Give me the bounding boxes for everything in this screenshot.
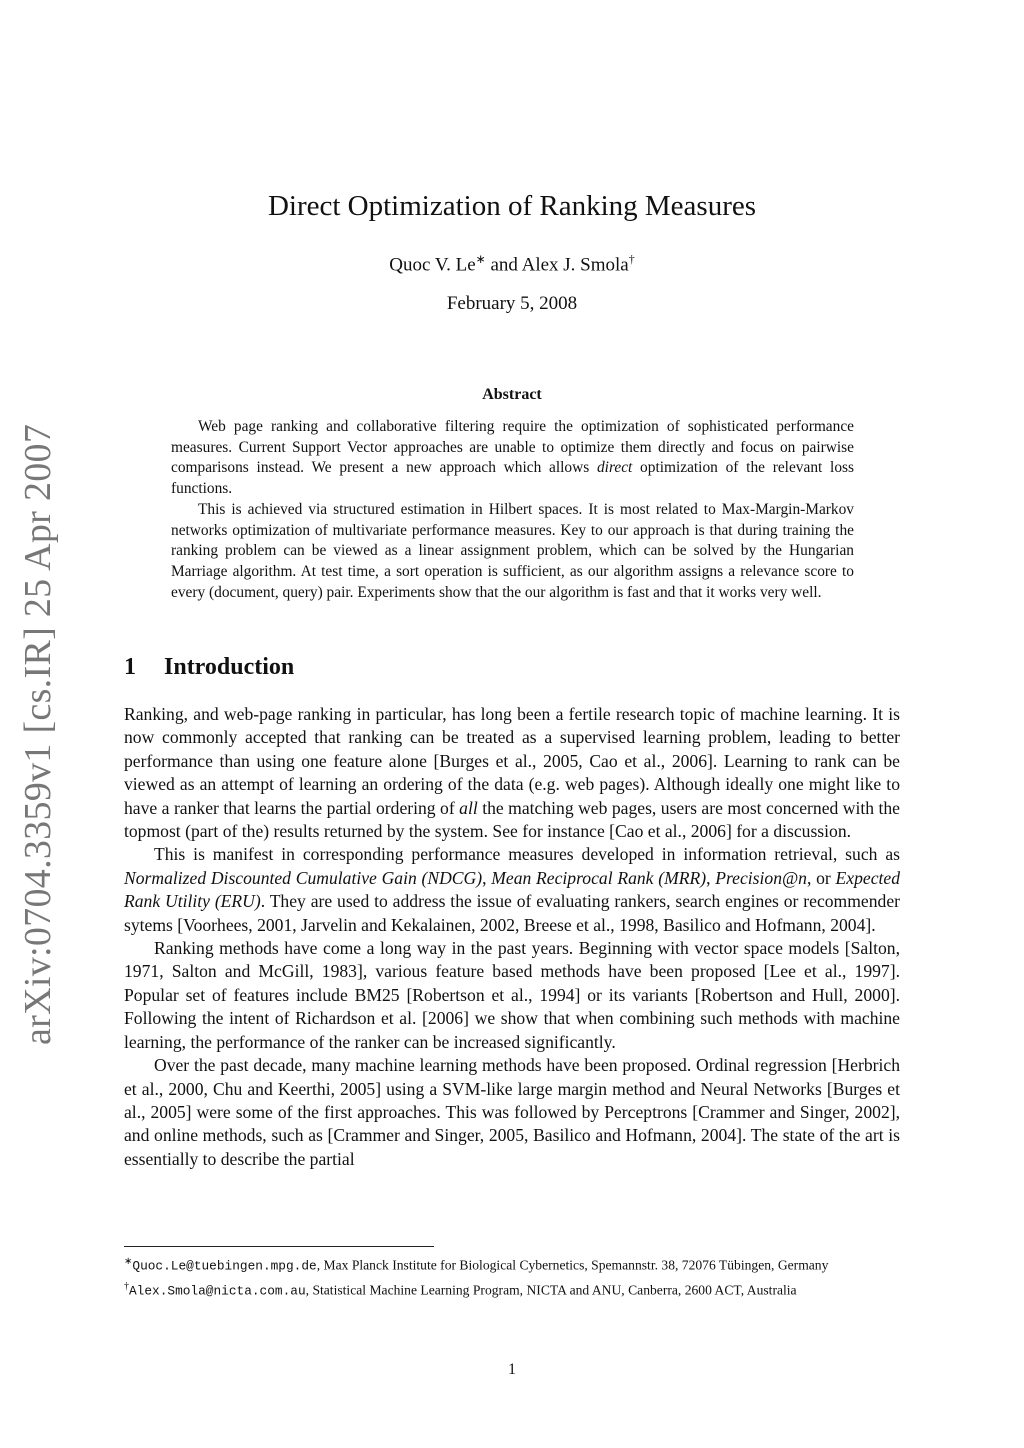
paper-date: February 5, 2008 xyxy=(446,293,578,314)
abstract-p1-text-b: optimization of the relevant loss functions. xyxy=(171,459,854,498)
body-p2-sep-3: , or xyxy=(806,867,836,888)
page-number: 1 xyxy=(508,1361,516,1378)
arxiv-stamp: arXiv:0704.3359v1 [cs.IR] 25 Apr 2007 xyxy=(17,423,59,1045)
body-p1-emphasis: all xyxy=(459,797,478,818)
authors-and: and xyxy=(485,254,522,276)
body-p2-sep-2: , xyxy=(706,867,716,888)
footnote-1-email-link[interactable]: Quoc.Le@tuebingen.mpg.de xyxy=(132,1258,317,1274)
section-title: Introduction xyxy=(164,654,295,680)
paper-title: Direct Optimization of Ranking Measures xyxy=(267,190,757,222)
abstract-paragraph-2: This is achieved via structured estimation in Hilbert spaces. It is most related to Max-Margin-Markov networks optimization of multivariate performance measures. Key to our approach is that during training the ranking problem can be viewed as a linear assignment problem, which can be solved by the Hungarian Marriage algorithm. At test time, a sort operation is sufficient, as our algorithm assigns a relevance score to every (document, query) pair. Experiments show that the our algorithm is fast and that it works very well. xyxy=(171,500,854,601)
abstract-heading: Abstract xyxy=(482,386,542,403)
abstract-p1-text-a: Web page ranking and collaborative filtering require the optimization of sophisticated performance measures. Current Support Vector approaches are unable to optimize them directly and focus on pairwise comparisons instead. We present a new approach which allows xyxy=(171,418,854,477)
body-paragraph-3: Ranking methods have come a long way in the past years. Beginning with vector space models [Salton, 1971, Salton and McGill, 1983], various feature based methods have been proposed [Lee et al., 1997]. Popular set of features include BM25 [Robertson et al., 1994] or its variants [Robertson and Hull, 2000]. Following the intent of Richardson et al. [2006] we show that when combining such methods with machine learning, the performance of the ranker can be increased significantly. xyxy=(124,938,900,1052)
author-le: Quoc V. Le xyxy=(389,254,476,276)
footnote-2 xyxy=(124,1277,900,1301)
abstract xyxy=(171,417,854,603)
footnote-2-email-link[interactable]: Alex.Smola@nicta.com.au xyxy=(129,1283,306,1299)
body-p2-emphasis-eru: Expected Rank Utility (ERU) xyxy=(124,867,900,912)
body-p2-sep-1: , xyxy=(482,867,492,888)
footnote-rule xyxy=(124,1246,434,1247)
section-number: 1 xyxy=(124,654,136,680)
body-p1-text-a: Ranking, and web-page ranking in particular, has long been a fertile research topic of machine learning. It is now commonly accepted that ranking can be treated as a supervised learning problem, leading to better performance than using one feature alone [Burges et al., 2005, Cao et al., 2006]. Learning to rank can be viewed as an attempt of learning an ordering of the data (e.g. web pages). Although ideally one might like to have a ranker that learns the partial ordering of xyxy=(124,704,900,818)
body-p2-emphasis-mrr: Mean Reciprocal Rank (MRR) xyxy=(491,867,707,888)
body-p1-text-b: the matching web pages, users are most concerned with the topmost (part of the) results returned by the system. See for instance [Cao et al., 2006] for a discussion. xyxy=(124,797,900,842)
body-p2-emphasis-ndcg: Normalized Discounted Cumulative Gain (NDCG) xyxy=(124,867,483,888)
footnote-2-text: , Statistical Machine Learning Program, NICTA and ANU, Canberra, 2600 ACT, Australia xyxy=(305,1282,797,1298)
abstract-paragraph-1 xyxy=(171,417,854,500)
body-paragraph-4: Over the past decade, many machine learning methods have been proposed. Ordinal regression [Herbrich et al., 2000, Chu and Keerthi, 2005] using a SVM-like large margin method and Neural Networks [Burges et al., 2005] were some of the first approaches. This was followed by Perceptrons [Crammer and Singer, 2002], and online methods, such as [Crammer and Singer, 2005, Basilico and Hofmann, 2004]. The state of the art is essentially to describe the partial xyxy=(124,1055,900,1169)
body-text xyxy=(124,703,900,1171)
footnote-1-mark: ∗ xyxy=(124,1256,133,1267)
authors xyxy=(0,252,1024,276)
footnote-2-mark: † xyxy=(124,1280,129,1292)
author-smola-footnote-mark: † xyxy=(628,252,635,266)
body-p2-emphasis-precision: Precision@n xyxy=(715,867,807,888)
footnotes xyxy=(124,1252,900,1301)
section-heading xyxy=(124,654,294,681)
abstract-p1-emphasis: direct xyxy=(596,459,633,477)
author-smola: Alex J. Smola xyxy=(521,254,629,276)
author-le-footnote-mark: ∗ xyxy=(475,252,486,266)
footnote-1-text: , Max Planck Institute for Biological Cybernetics, Spemannstr. 38, 72076 Tübingen, Germany xyxy=(316,1257,829,1273)
body-paragraph-2 xyxy=(124,843,900,937)
body-p2-text-b: . They are used to address the issue of evaluating rankers, search engines or recommender sytems [Voorhees, 2001, Jarvelin and Kekalainen, 2002, Breese et al., 1998, Basilico and Hofmann, 2004]. xyxy=(124,891,900,935)
body-paragraph-1 xyxy=(124,703,900,843)
body-p2-text-a: This is manifest in corresponding performance measures developed in information retrieval, such as xyxy=(154,844,900,865)
footnote-1 xyxy=(124,1252,900,1276)
